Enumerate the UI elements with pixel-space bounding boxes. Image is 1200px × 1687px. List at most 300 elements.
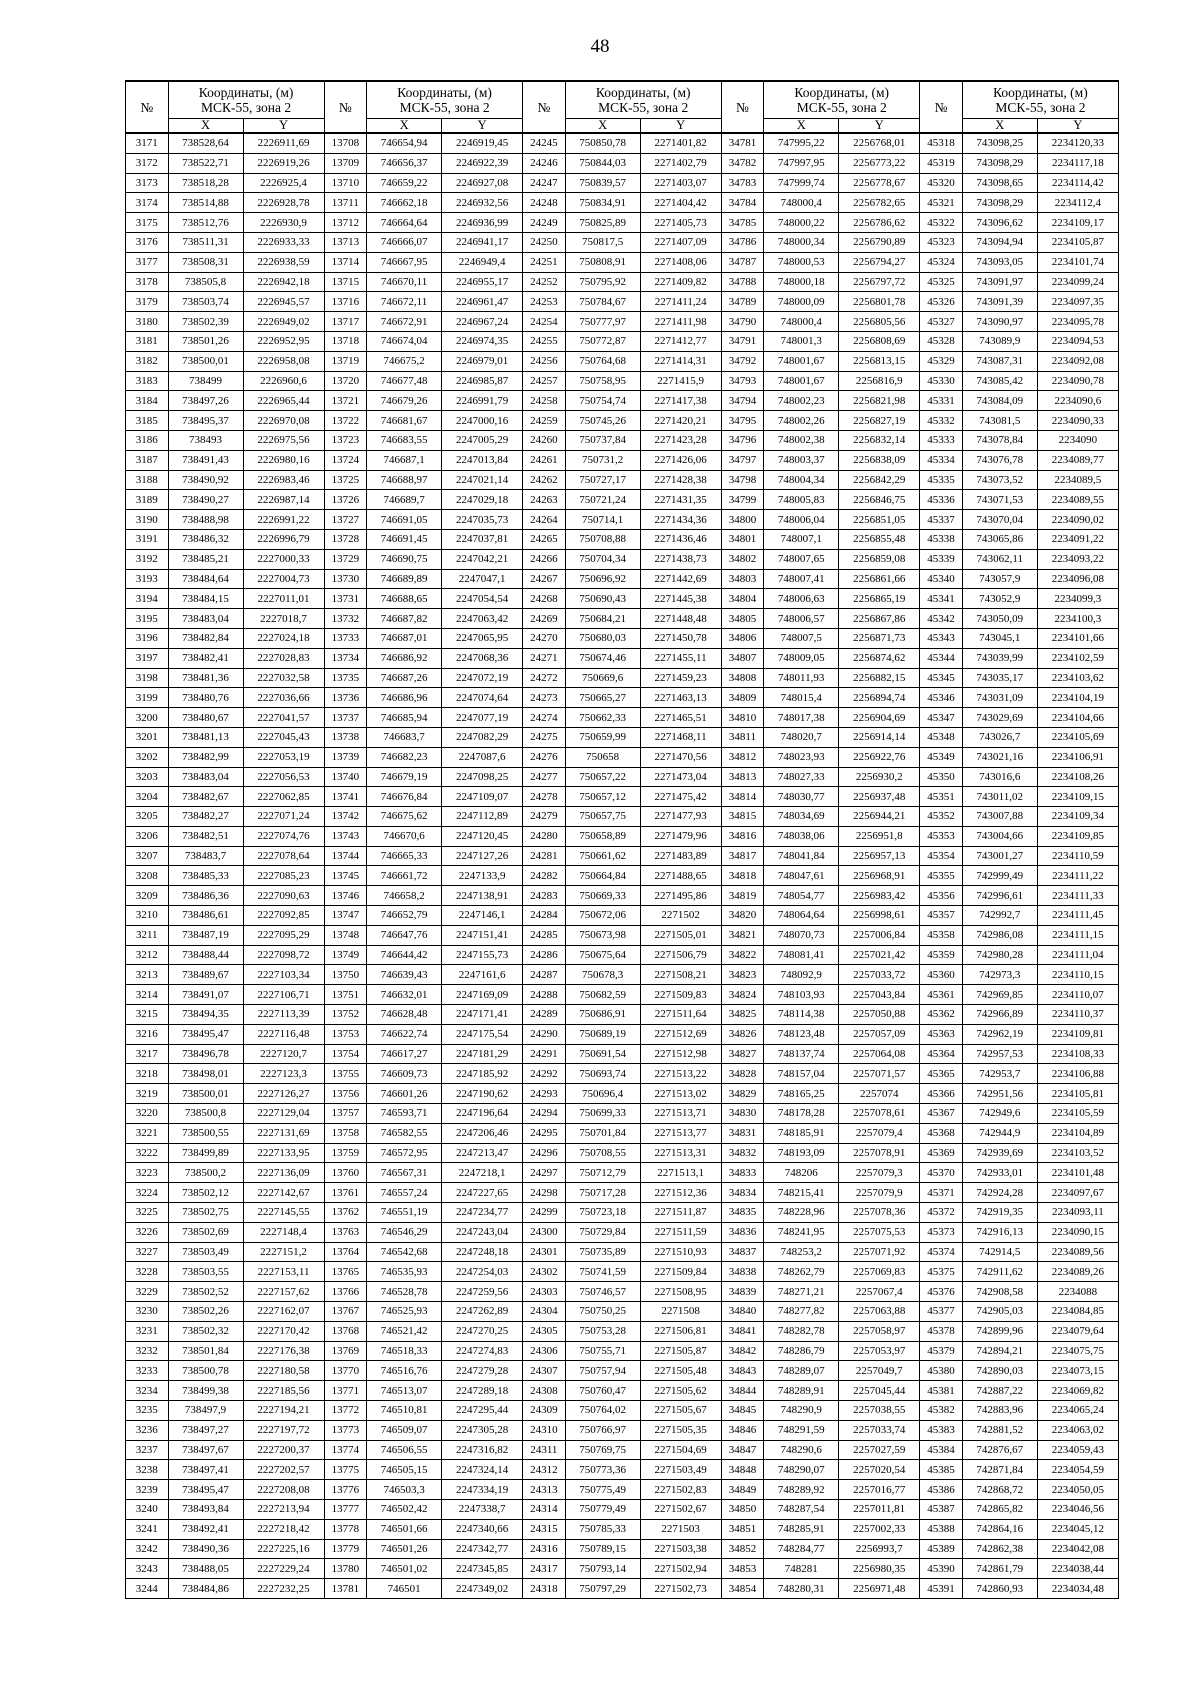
coord-x-cell: 746542,68 [367,1242,442,1262]
coord-x-cell: 748009,05 [764,648,839,668]
point-number-cell: 13713 [324,232,367,252]
point-number-cell: 13750 [324,965,367,985]
point-number-cell: 13748 [324,925,367,945]
table-row [126,252,1119,272]
point-number-cell: 3240 [126,1499,169,1519]
coord-x-cell: 738484,15 [168,589,243,609]
coord-y-cell: 2227056,53 [243,767,324,787]
coord-x-cell: 750699,33 [565,1104,640,1124]
coord-y-cell: 2246955,17 [442,272,523,292]
coord-x-cell: 738500,01 [168,1084,243,1104]
coord-y-cell: 2271408,06 [640,252,721,272]
coord-y-cell: 2257067,4 [839,1282,920,1302]
point-number-cell: 45327 [920,312,963,332]
point-number-cell: 45353 [920,826,963,846]
table-row [126,807,1119,827]
header-x: X [962,119,1037,134]
coord-x-cell: 738497,41 [168,1460,243,1480]
coord-y-cell: 2227113,39 [243,1005,324,1025]
coord-x-cell: 742883,96 [962,1401,1037,1421]
coord-x-cell: 738482,84 [168,628,243,648]
table-body [126,133,1119,1598]
point-number-cell: 45369 [920,1143,963,1163]
coord-x-cell: 738489,67 [168,965,243,985]
coord-x-cell: 743071,53 [962,490,1037,510]
coord-y-cell: 2247120,45 [442,826,523,846]
coord-y-cell: 2227103,34 [243,965,324,985]
coord-x-cell: 738490,27 [168,490,243,510]
coord-y-cell: 2256816,9 [839,371,920,391]
coord-y-cell: 2234094,53 [1037,331,1118,351]
coord-y-cell: 2256930,2 [839,767,920,787]
coord-y-cell: 2227170,42 [243,1321,324,1341]
coord-x-cell: 738514,88 [168,193,243,213]
point-number-cell: 13751 [324,985,367,1005]
table-row [126,609,1119,629]
coord-y-cell: 2227218,42 [243,1519,324,1539]
coord-x-cell: 746528,78 [367,1282,442,1302]
coord-y-cell: 2227200,37 [243,1440,324,1460]
point-number-cell: 13740 [324,767,367,787]
coord-y-cell: 2271428,38 [640,470,721,490]
coord-y-cell: 2234045,12 [1037,1519,1118,1539]
coord-y-cell: 2234095,78 [1037,312,1118,332]
point-number-cell: 24293 [523,1084,566,1104]
coord-y-cell: 2234092,08 [1037,351,1118,371]
coord-x-cell: 746670,6 [367,826,442,846]
coord-y-cell: 2256894,74 [839,688,920,708]
coord-x-cell: 742865,82 [962,1499,1037,1519]
point-number-cell: 45365 [920,1064,963,1084]
coord-y-cell: 2247259,56 [442,1282,523,1302]
point-number-cell: 24315 [523,1519,566,1539]
coord-y-cell: 2247037,81 [442,529,523,549]
coord-y-cell: 2257006,84 [839,925,920,945]
point-number-cell: 34838 [721,1262,764,1282]
point-number-cell: 3172 [126,153,169,173]
coord-x-cell: 738502,52 [168,1282,243,1302]
coord-x-cell: 746667,95 [367,252,442,272]
coord-x-cell: 746675,2 [367,351,442,371]
point-number-cell: 13718 [324,331,367,351]
coord-x-cell: 748289,92 [764,1480,839,1500]
coord-y-cell: 2247340,66 [442,1519,523,1539]
coord-y-cell: 2271508,21 [640,965,721,985]
coord-x-cell: 743091,39 [962,292,1037,312]
coord-y-cell: 2227090,63 [243,886,324,906]
coord-x-cell: 742919,35 [962,1203,1037,1223]
coord-y-cell: 2247316,82 [442,1440,523,1460]
coord-x-cell: 743094,94 [962,232,1037,252]
coord-y-cell: 2256944,21 [839,807,920,827]
point-number-cell: 3199 [126,688,169,708]
coord-x-cell: 738503,74 [168,292,243,312]
coord-x-cell: 748038,06 [764,826,839,846]
point-number-cell: 3200 [126,708,169,728]
coord-x-cell: 750797,29 [565,1579,640,1599]
point-number-cell: 13753 [324,1024,367,1044]
point-number-cell: 13735 [324,668,367,688]
coord-x-cell: 748092,9 [764,965,839,985]
coord-x-cell: 746502,42 [367,1499,442,1519]
page-number: 48 [590,36,610,57]
point-number-cell: 34820 [721,906,764,926]
coord-x-cell: 746509,07 [367,1420,442,1440]
point-number-cell: 24275 [523,727,566,747]
coord-x-cell: 742939,69 [962,1143,1037,1163]
coord-y-cell: 2256838,09 [839,450,920,470]
coord-x-cell: 748007,41 [764,569,839,589]
coord-x-cell: 748001,3 [764,331,839,351]
coord-x-cell: 748137,74 [764,1044,839,1064]
coord-y-cell: 2234109,85 [1037,826,1118,846]
point-number-cell: 3187 [126,450,169,470]
coord-x-cell: 738485,33 [168,866,243,886]
table-row [126,529,1119,549]
point-number-cell: 13731 [324,589,367,609]
point-number-cell: 24295 [523,1123,566,1143]
coord-y-cell: 2246922,39 [442,153,523,173]
coord-x-cell: 746682,23 [367,747,442,767]
coord-x-cell: 738493,84 [168,1499,243,1519]
coord-x-cell: 738488,05 [168,1559,243,1579]
coord-x-cell: 738483,04 [168,767,243,787]
coord-y-cell: 2227131,69 [243,1123,324,1143]
point-number-cell: 3236 [126,1420,169,1440]
coord-y-cell: 2226987,14 [243,490,324,510]
table-row [126,767,1119,787]
coord-y-cell: 2234090 [1037,430,1118,450]
coord-y-cell: 2234109,34 [1037,807,1118,827]
coord-x-cell: 742876,67 [962,1440,1037,1460]
coord-x-cell: 738518,28 [168,173,243,193]
coord-y-cell: 2247342,77 [442,1539,523,1559]
coord-x-cell: 738486,32 [168,529,243,549]
coord-x-cell: 743007,88 [962,807,1037,827]
coord-y-cell: 2234089,55 [1037,490,1118,510]
coord-y-cell: 2234110,37 [1037,1005,1118,1025]
table-row [126,213,1119,233]
coord-x-cell: 750669,33 [565,886,640,906]
coord-x-cell: 746567,31 [367,1163,442,1183]
coord-y-cell: 2247068,36 [442,648,523,668]
table-row [126,371,1119,391]
point-number-cell: 3220 [126,1104,169,1124]
point-number-cell: 13712 [324,213,367,233]
coord-y-cell: 2247324,14 [442,1460,523,1480]
point-number-cell: 34796 [721,430,764,450]
coord-x-cell: 750755,71 [565,1341,640,1361]
coord-x-cell: 750735,89 [565,1242,640,1262]
coord-y-cell: 2234104,66 [1037,708,1118,728]
coord-x-cell: 738497,9 [168,1401,243,1421]
coord-x-cell: 742966,89 [962,1005,1037,1025]
point-number-cell: 13719 [324,351,367,371]
point-number-cell: 45378 [920,1321,963,1341]
point-number-cell: 34813 [721,767,764,787]
coord-x-cell: 746601,26 [367,1084,442,1104]
coord-x-cell: 742916,13 [962,1222,1037,1242]
point-number-cell: 3210 [126,906,169,926]
coord-y-cell: 2271505,67 [640,1401,721,1421]
point-number-cell: 34795 [721,411,764,431]
point-number-cell: 3212 [126,945,169,965]
coord-x-cell: 743050,09 [962,609,1037,629]
coord-x-cell: 748291,59 [764,1420,839,1440]
coord-x-cell: 750775,49 [565,1480,640,1500]
point-number-cell: 34821 [721,925,764,945]
coord-x-cell: 747999,74 [764,173,839,193]
point-number-cell: 45319 [920,153,963,173]
header-coordinate-system: МСК-55, зона 2 [598,100,689,115]
coord-y-cell: 2257078,61 [839,1104,920,1124]
coord-x-cell: 748280,31 [764,1579,839,1599]
coord-y-cell: 2256768,01 [839,133,920,153]
table-row [126,1341,1119,1361]
point-number-cell: 45326 [920,292,963,312]
coord-y-cell: 2257038,55 [839,1401,920,1421]
coord-x-cell: 743098,65 [962,173,1037,193]
coord-x-cell: 750745,26 [565,411,640,431]
point-number-cell: 3196 [126,628,169,648]
table-row [126,727,1119,747]
coord-y-cell: 2234101,48 [1037,1163,1118,1183]
coord-x-cell: 746501,26 [367,1539,442,1559]
coord-y-cell: 2227085,23 [243,866,324,886]
coord-x-cell: 750686,91 [565,1005,640,1025]
coord-y-cell: 2257016,77 [839,1480,920,1500]
table-row [126,1282,1119,1302]
coord-x-cell: 750712,79 [565,1163,640,1183]
table-row [126,1519,1119,1539]
table-row [126,1302,1119,1322]
coord-y-cell: 2247161,6 [442,965,523,985]
coord-y-cell: 2246974,35 [442,331,523,351]
point-number-cell: 13770 [324,1361,367,1381]
point-number-cell: 34791 [721,331,764,351]
coord-x-cell: 750708,55 [565,1143,640,1163]
point-number-cell: 45322 [920,213,963,233]
table-row [126,1401,1119,1421]
coord-y-cell: 2247072,19 [442,668,523,688]
table-row [126,906,1119,926]
coord-x-cell: 746691,05 [367,510,442,530]
point-number-cell: 45336 [920,490,963,510]
point-number-cell: 45334 [920,450,963,470]
coord-y-cell: 2257011,81 [839,1499,920,1519]
point-number-cell: 45361 [920,985,963,1005]
coord-x-cell: 750682,59 [565,985,640,1005]
coord-y-cell: 2227148,4 [243,1222,324,1242]
coord-y-cell: 2271509,84 [640,1262,721,1282]
coord-y-cell: 2234059,43 [1037,1440,1118,1460]
point-number-cell: 45359 [920,945,963,965]
table-row [126,1361,1119,1381]
coord-x-cell: 742864,16 [962,1519,1037,1539]
coord-y-cell: 2271417,38 [640,391,721,411]
coord-y-cell: 2234111,04 [1037,945,1118,965]
header-y: Y [1037,119,1118,134]
coord-x-cell: 738522,71 [168,153,243,173]
coord-y-cell: 2247206,46 [442,1123,523,1143]
coord-x-cell: 748253,2 [764,1242,839,1262]
point-number-cell: 13763 [324,1222,367,1242]
coord-x-cell: 738500,8 [168,1104,243,1124]
point-number-cell: 3225 [126,1203,169,1223]
point-number-cell: 13771 [324,1381,367,1401]
coord-y-cell: 2234105,69 [1037,727,1118,747]
coord-y-cell: 2247171,41 [442,1005,523,1025]
coord-y-cell: 2234110,15 [1037,965,1118,985]
table-row [126,1123,1119,1143]
coord-y-cell: 2227229,24 [243,1559,324,1579]
coord-x-cell: 748070,73 [764,925,839,945]
coord-x-cell: 750785,33 [565,1519,640,1539]
point-number-cell: 24302 [523,1262,566,1282]
coord-y-cell: 2234100,3 [1037,609,1118,629]
coord-x-cell: 746513,07 [367,1381,442,1401]
coord-y-cell: 2234050,05 [1037,1480,1118,1500]
coord-x-cell: 743062,11 [962,549,1037,569]
coord-y-cell: 2257079,3 [839,1163,920,1183]
point-number-cell: 13757 [324,1104,367,1124]
point-number-cell: 3184 [126,391,169,411]
coord-x-cell: 738480,76 [168,688,243,708]
point-number-cell: 13761 [324,1183,367,1203]
coord-y-cell: 2226911,69 [243,133,324,153]
coord-x-cell: 738508,31 [168,252,243,272]
coord-x-cell: 746679,19 [367,767,442,787]
point-number-cell: 3213 [126,965,169,985]
coord-y-cell: 2271505,48 [640,1361,721,1381]
point-number-cell: 34784 [721,193,764,213]
point-number-cell: 34788 [721,272,764,292]
table-row [126,708,1119,728]
coord-x-cell: 743004,66 [962,826,1037,846]
coord-y-cell: 2234069,82 [1037,1381,1118,1401]
point-number-cell: 13756 [324,1084,367,1104]
point-number-cell: 3223 [126,1163,169,1183]
point-number-cell: 34790 [721,312,764,332]
coord-x-cell: 750665,27 [565,688,640,708]
coord-x-cell: 748285,91 [764,1519,839,1539]
coord-y-cell: 2256922,76 [839,747,920,767]
coord-y-cell: 2234101,74 [1037,252,1118,272]
point-number-cell: 13760 [324,1163,367,1183]
coord-y-cell: 2234111,33 [1037,886,1118,906]
coord-y-cell: 2234103,62 [1037,668,1118,688]
coord-y-cell: 2247054,54 [442,589,523,609]
point-number-cell: 45384 [920,1440,963,1460]
coord-x-cell: 750717,28 [565,1183,640,1203]
coord-x-cell: 742905,03 [962,1302,1037,1322]
coord-x-cell: 738488,44 [168,945,243,965]
point-number-cell: 13754 [324,1044,367,1064]
point-number-cell: 3219 [126,1084,169,1104]
coord-y-cell: 2256951,8 [839,826,920,846]
coord-y-cell: 2226945,57 [243,292,324,312]
table-row [126,1480,1119,1500]
coord-y-cell: 2257033,72 [839,965,920,985]
coord-y-cell: 2271502,73 [640,1579,721,1599]
coord-x-cell: 747997,95 [764,153,839,173]
coord-x-cell: 748287,54 [764,1499,839,1519]
point-number-cell: 13778 [324,1519,367,1539]
point-number-cell: 34799 [721,490,764,510]
table-row [126,668,1119,688]
point-number-cell: 13772 [324,1401,367,1421]
table-row [126,688,1119,708]
coord-y-cell: 2271506,81 [640,1321,721,1341]
coord-x-cell: 748277,82 [764,1302,839,1322]
coord-y-cell: 2234090,02 [1037,510,1118,530]
point-number-cell: 34781 [721,133,764,153]
table-row [126,351,1119,371]
point-number-cell: 34811 [721,727,764,747]
point-number-cell: 24249 [523,213,566,233]
coord-y-cell: 2271503 [640,1519,721,1539]
point-number-cell: 24247 [523,173,566,193]
point-number-cell: 3204 [126,787,169,807]
coord-x-cell: 746659,22 [367,173,442,193]
coord-y-cell: 2234096,08 [1037,569,1118,589]
point-number-cell: 34841 [721,1321,764,1341]
coord-y-cell: 2226925,4 [243,173,324,193]
coord-x-cell: 748006,04 [764,510,839,530]
coord-x-cell: 746503,3 [367,1480,442,1500]
coord-y-cell: 2246967,24 [442,312,523,332]
point-number-cell: 34815 [721,807,764,827]
coord-x-cell: 746674,04 [367,331,442,351]
point-number-cell: 13747 [324,906,367,926]
coord-y-cell: 2234034,48 [1037,1579,1118,1599]
point-number-cell: 45373 [920,1222,963,1242]
coord-x-cell: 742969,85 [962,985,1037,1005]
coord-y-cell: 2271407,09 [640,232,721,252]
coord-x-cell: 748006,63 [764,589,839,609]
point-number-cell: 34797 [721,450,764,470]
table-row [126,1420,1119,1440]
point-number-cell: 45363 [920,1024,963,1044]
coord-x-cell: 748281 [764,1559,839,1579]
header-x: X [565,119,640,134]
table-row [126,1381,1119,1401]
coord-x-cell: 746666,07 [367,232,442,252]
point-number-cell: 24264 [523,510,566,530]
coord-y-cell: 2227123,3 [243,1064,324,1084]
coord-y-cell: 2257069,83 [839,1262,920,1282]
point-number-cell: 34818 [721,866,764,886]
point-number-cell: 13749 [324,945,367,965]
coord-y-cell: 2227018,7 [243,609,324,629]
coord-x-cell: 738481,36 [168,668,243,688]
coord-y-cell: 2271426,06 [640,450,721,470]
point-number-cell: 3186 [126,430,169,450]
table-row [126,1321,1119,1341]
coord-x-cell: 748081,41 [764,945,839,965]
coord-y-cell: 2257045,44 [839,1381,920,1401]
coord-y-cell: 2256882,15 [839,668,920,688]
point-number-cell: 34835 [721,1203,764,1223]
coord-y-cell: 2234112,4 [1037,193,1118,213]
coord-x-cell: 748034,69 [764,807,839,827]
coord-x-cell: 743093,05 [962,252,1037,272]
table-row [126,1242,1119,1262]
coord-x-cell: 738497,26 [168,391,243,411]
point-number-cell: 24257 [523,371,566,391]
coord-y-cell: 2271431,35 [640,490,721,510]
coord-x-cell: 750690,43 [565,589,640,609]
